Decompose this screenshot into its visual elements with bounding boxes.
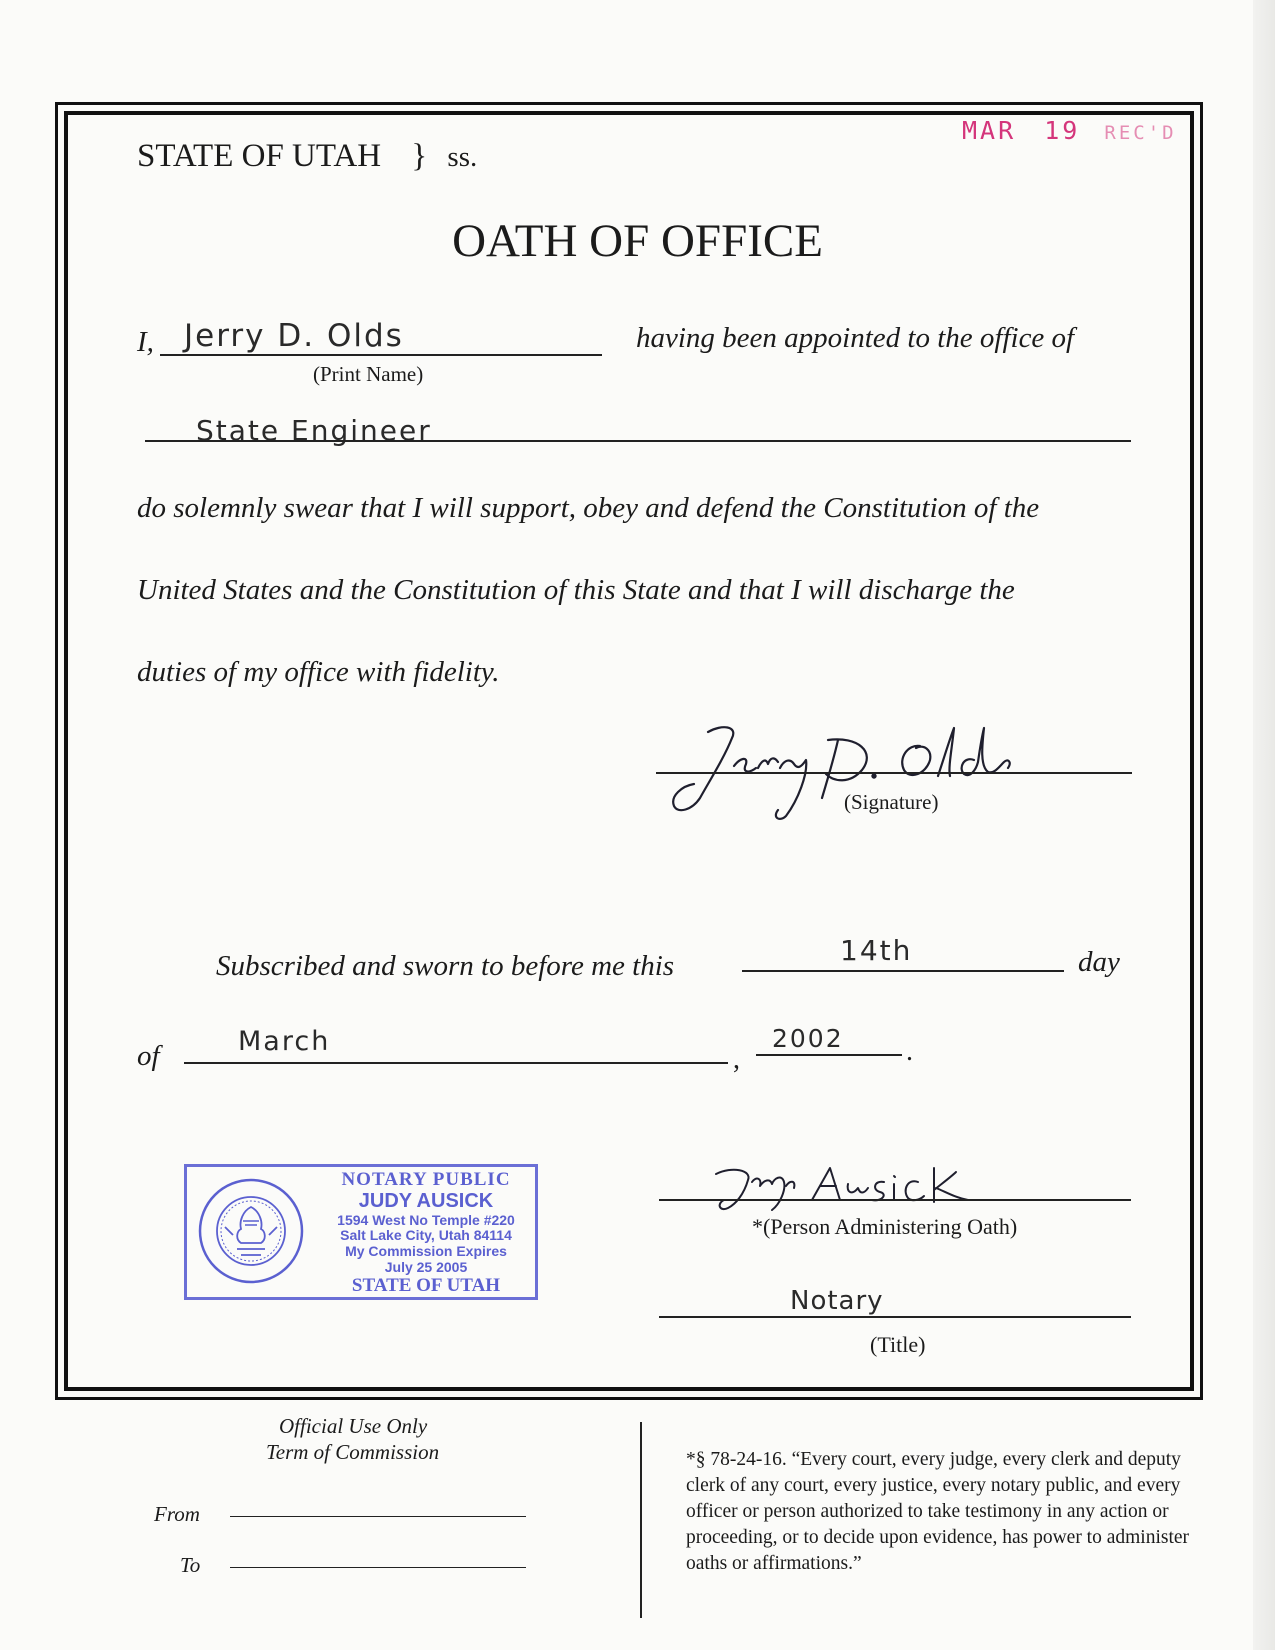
year-value: 2002 (772, 1024, 844, 1053)
printed-name-value: Jerry D. Olds (184, 318, 404, 354)
of-label: of (137, 1040, 160, 1072)
received-stamp-month: MAR (962, 116, 1017, 145)
month-value: March (238, 1026, 331, 1057)
year-line (756, 1054, 902, 1056)
received-stamp-day: 19 (1044, 116, 1081, 145)
from-line (230, 1516, 526, 1517)
signature-line (656, 772, 1132, 774)
printed-name-line (160, 354, 602, 356)
administrator-signature-drawing (712, 1160, 992, 1216)
title-line (659, 1316, 1131, 1318)
official-use-heading: Official Use Only (279, 1414, 428, 1438)
oath-body-line-1: do solemnly swear that I will support, obey and defend the Constitution of the (137, 492, 1040, 524)
stamp-notary-name: JUDY AUSICK (358, 1190, 494, 1213)
stamp-address-city: Salt Lake City, Utah 84114 (340, 1227, 512, 1244)
bottom-divider (640, 1422, 642, 1618)
stamp-expiration-date: July 25 2005 (384, 1258, 468, 1275)
day-value: 14th (840, 934, 913, 967)
ss-label: ss. (447, 141, 478, 173)
office-line (145, 440, 1131, 442)
page-title: OATH OF OFFICE (452, 215, 823, 267)
stamp-address-street: 1594 West No Temple #220 (337, 1211, 515, 1228)
administrator-label: *(Person Administering Oath) (752, 1214, 1018, 1239)
stamp-notary-public: NOTARY PUBLIC (341, 1169, 511, 1190)
state-name: STATE OF UTAH (137, 138, 382, 174)
administrator-signature-image (712, 1160, 992, 1216)
state-line (137, 138, 477, 175)
i-prefix: I, (137, 326, 154, 358)
subscribed-text: Subscribed and sworn to before me this (216, 950, 675, 982)
received-stamp-label: REC'D (1104, 122, 1177, 144)
year-period: . (906, 1036, 913, 1067)
notary-stamp (184, 1164, 538, 1300)
signature-image (648, 718, 1038, 822)
day-line (742, 970, 1064, 972)
signature-label: (Signature) (844, 790, 939, 814)
month-comma: , (733, 1044, 740, 1075)
oath-body-line-3: duties of my office with fidelity. (137, 656, 500, 688)
oath-body-line-2: United States and the Constitution of this State and that I will discharge the (137, 574, 1015, 606)
brace: } (411, 138, 428, 174)
appointed-text: having been appointed to the office of (636, 322, 1075, 354)
to-line (230, 1567, 526, 1568)
to-label: To (180, 1553, 201, 1577)
footnote-statute: *§ 78-24-16. “Every court, every judge, every clerk and deputy clerk of any court, every justice, every notary public, and every officer or person authorized to take testimony in any action or proceeding, or to decide upon evidence, has power to administer oaths or affirmations.” (686, 1449, 1190, 1574)
day-label: day (1078, 946, 1120, 978)
administrator-line (659, 1199, 1131, 1201)
term-of-commission-heading: Term of Commission (266, 1440, 440, 1464)
received-date-stamp (962, 116, 1177, 145)
stamp-state: STATE OF UTAH (351, 1275, 501, 1297)
print-name-label: (Print Name) (313, 362, 424, 386)
state-seal-icon (197, 1177, 305, 1285)
from-label: From (154, 1502, 200, 1526)
title-label: (Title) (870, 1332, 926, 1357)
office-value: State Engineer (196, 414, 432, 447)
stamp-commission-expires: My Commission Expires (345, 1243, 507, 1259)
month-line (184, 1062, 728, 1064)
signature-drawing (648, 718, 1038, 822)
notary-stamp-text (315, 1169, 537, 1297)
title-value: Notary (790, 1286, 884, 1316)
